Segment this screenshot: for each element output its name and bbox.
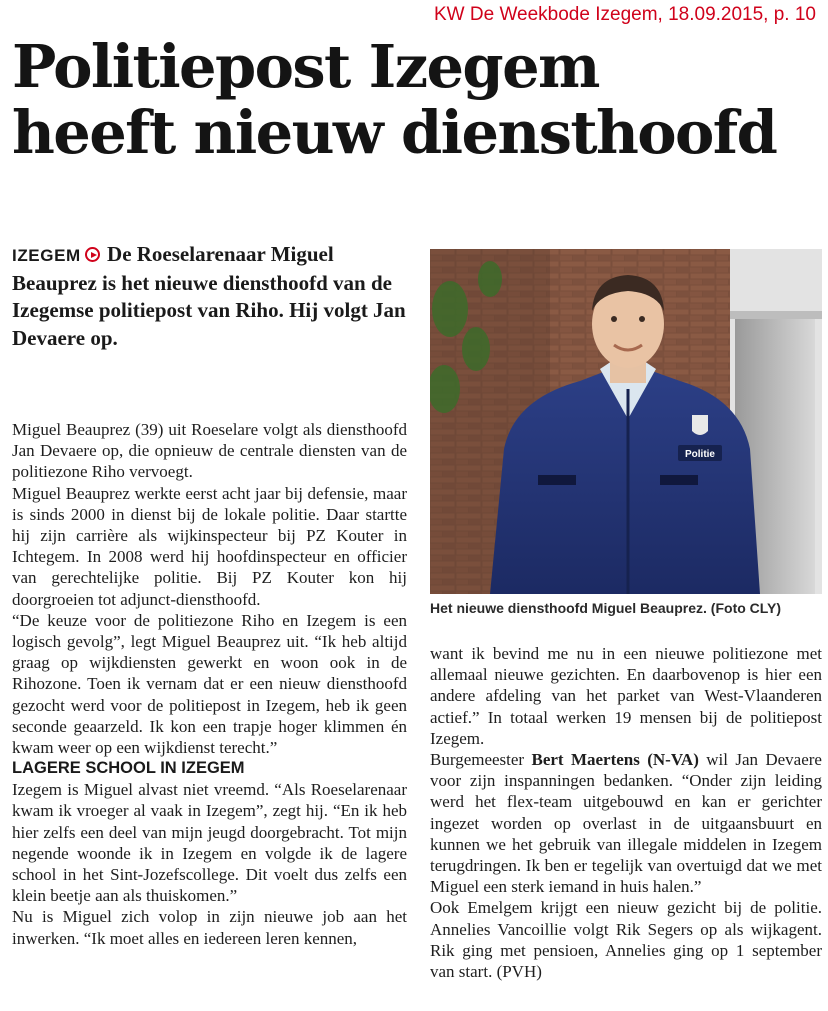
article-column-right [430,643,822,982]
arrow-bullet-icon [85,247,100,262]
article-column-left [12,419,407,949]
mayor-name: Bert Maertens (N-VA) [531,750,699,770]
section-subhead: LAGERE SCHOOL IN IZEGEM [12,759,245,778]
body-paragraph: want ik bevind me nu in een nieuwe politiezone met allemaal nieuwe gezichten. En daarbovenop is hier een andere afdeling van het parket van West-Vlaanderen actief.” In totaal werken 19 mensen bij de politiepost Izegem. [430,644,822,748]
body-text: Burgemeester [430,750,532,770]
headline-line-1: Politiepost Izegem [12,32,599,101]
body-paragraph: Miguel Beauprez (39) uit Roeselare volgt als diensthoofd Jan Devaere op, die opnieuw de centrale diensten van de politiezone Riho vervoegt. [12,420,407,482]
lead-text: De Roeselarenaar Miguel Beauprez is het nieuwe diensthoofd van de Izegemse politiepost van Riho. Hij volgt Jan Devaere op. [12,242,406,350]
lead-paragraph [12,241,412,352]
body-paragraph: “De keuze voor de politiezone Riho en Izegem is een logisch gevolg”, legt Miguel Beauprez uit. “Ik heb altijd graag op wijkdiensten gewerkt en woon ook in de Rihozone. Toen ik vernam dat er een nieuw diensthoofd gezocht werd voor de politiepost in Izegem, heb ik geen seconde geaarzeld. Ik kon een trapje hoger klimmen én kwam weer op een wijkdienst terecht.” [12,610,407,758]
photo-caption: Het nieuwe diensthoofd Miguel Beauprez. (Foto CLY) [430,600,782,616]
body-paragraph: Izegem is Miguel alvast niet vreemd. “Als Roeselarenaar kwam ik vroeger al vaak in Izegem”, zegt hij. “En ik heb hier zelfs een deel van mijn jeugd doorgebracht. Tot mijn negende woonde ik in Izegem en volgde ik de lagere school in het Sint-Jozefscollege. Dit voelt dus zelfs een klein beetje aan als thuiskomen.” [12,780,407,906]
politie-badge-text: Politie [684,449,716,460]
body-text: wil Jan Devaere voor zijn inspanningen bedanken. “Onder zijn leiding werd het flex-team uitgebouwd en kan er gerichter ingezet worden op overlast in de uitgaansbuurt en kunnen we het gebruik van illegale middelen in Izegem terugdringen. Ik ben er tegelijk van overtuigd dat we met Miguel een sterk iemand in huis halen.” [430,750,822,897]
body-paragraph: Miguel Beauprez werkte eerst acht jaar bij defensie, maar is sinds 2000 in dienst bij de lokale politie. Daar startte hij zijn carrière als wijkinspecteur bij PZ Kouter in Ichtegem. In 2008 werd hij hoofdinspecteur en officier van gerechtelijke politie. Bij PZ Kouter kon hij doorgroeien tot adjunct-diensthoofd. [12,483,407,609]
lead-location: IZEGEM [12,246,81,265]
source-line: KW De Weekbode Izegem, 18.09.2015, p. 10 [434,4,816,25]
headline-line-2: heeft nieuw diensthoofd [12,98,777,167]
body-paragraph: Nu is Miguel zich volop in zijn nieuwe job aan het inwerken. “Ik moet alles en iedereen leren kennen, [12,907,407,948]
article-photo [430,249,822,594]
body-paragraph [430,749,822,897]
body-paragraph: Ook Emelgem krijgt een nieuw gezicht bij de politie. Annelies Vancoillie volgt Rik Segers op als wijkagent. Rik ging met pensioen, Annelies ging op 1 september van start. (PVH) [430,898,822,982]
headline [12,34,822,166]
